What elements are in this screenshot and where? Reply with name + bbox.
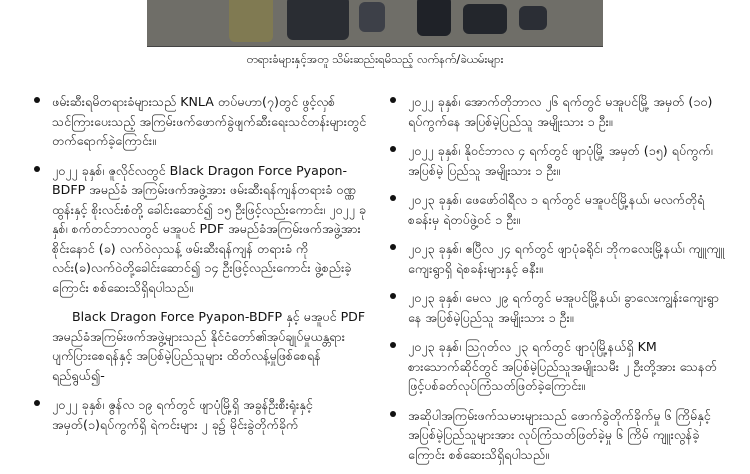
bullet-icon [34,166,40,172]
seized-item [417,0,451,36]
left-column [32,92,372,444]
list-item-text: ဖမ်းဆီးရမိတရားခံများသည် KNLA တပ်မဟာ(၇)တွင် ဖွင့်လှစ်သင်ကြားပေးသည့် အကြမ်းဖက်ဖောက်ခွဲဖျက်ဆီးရေးသင်တန်းများတွင် တက်ရောက်ခဲ့ကြောင်း။ [52,94,367,148]
list-item [388,190,728,229]
bullet-icon [390,195,396,201]
seized-item [463,4,507,34]
bullet-icon [390,244,396,250]
list-item [388,92,728,131]
bullet-icon [34,400,40,406]
seized-item [359,2,385,32]
intro-paragraph: Black Dragon Force Pyapon-BDFP နှင့် မအူပင် PDF အမည်ခံအကြမ်းဖက်အဖွဲ့များသည် နိုင်ငံတော်၏အုပ်ချုပ်မှုယန္တရားပျက်ပြားစေရန်နှင့် အပြစ်မဲ့ပြည်သူများ ထိတ်လန့်မှုဖြစ်စေရန်ရည်ရွယ်၍- [52,309,366,383]
seized-item [229,0,273,42]
list-item-text: ၂၀၂၂ ခုနှစ်၊ ဇူလိုင်လတွင် Black Dragon Force Pyapon-BDFP အမည်ခံ အကြမ်းဖက်အဖွဲ့အား ဖမ်းဆီးရန်ကျန်တရားခံ ဝဏ္ဏထွန်းနှင့် စိုးလင်းစံတို့ ခေါင်းဆောင်၍ ၁၅ ဦးဖြင့်လည်းကောင်း၊ ၂၀၂၂ ခုနှစ်၊ စက်တင်ဘာလတွင် မအူပင် PDF အမည်ခံအကြမ်းဖက်အဖွဲ့အား စိုင်းနောင် (ခ) လက်ဝဲလှသန့် ဖမ်းဆီးရန်ကျန် တရားခံ ကိုလင်း(ခ)လက်ဝဲတို့ခေါင်းဆောင်၍ ၁၄ ဦးဖြင့်လည်းကောင်း ဖွဲ့စည်းခဲ့ကြောင်း စစ်ဆေးသိရှိရပါသည်။ [52,162,366,295]
seized-item [519,6,547,30]
list-item [388,141,728,180]
bullet-icon [390,146,396,152]
list-item [388,406,728,465]
list-item [388,337,728,396]
list-item [388,288,728,327]
bullet-icon [390,411,396,417]
list-item [32,395,372,434]
list-item-text: ၂၀၂၃ ခုနှစ်၊ ဧပြီလ ၂၄ ရက်တွင် ဖျာပုံခရိုင်၊ ဘိုကလေးမြို့နယ်၊ ကျူကျူကျေးရွာရှိ ရဲစခန်းများနှင့် ဓနီး။ [408,241,725,276]
list-item-text: ၂၀၂၃ ခုနှစ်၊ မေလ ၂၉ ရက်တွင် မအူပင်မြို့နယ်၊ ခွာလေးကျွန်းကျေးရွာနေ အပြစ်မဲ့ပြည်သူ အမျိုးသား ၁ ဦး။ [408,290,719,325]
seized-weapons-photo [147,0,603,47]
bullet-icon [390,342,396,348]
list-item-text: ၂၀၂၃ ခုနှစ်၊ ဖေဖော်ဝါရီလ ၁ ရက်တွင် မအူပင်မြို့နယ်၊ မလက်တိုရံစခန်းမှ ရဲတပ်ဖွဲ့ဝင် ၁ ဦး။ [408,192,705,227]
bullet-icon [34,97,40,103]
list-item [32,92,372,151]
bullet-icon [390,97,396,103]
list-item-text: ၂၀၂၃ ခုနှစ်၊ ဩဂုတ်လ ၂၃ ရက်တွင် ဖျာပုံမြို့နယ်ရှိ KM စားသောက်ဆိုင်တွင် အပြစ်မဲ့ပြည်သူအမျိုးသမီး ၂ ဦးတို့အား သေနတ်ဖြင့်ပစ်ခတ်လုပ်ကြံသတ်ဖြတ်ခဲ့ကြောင်း။ [408,339,717,393]
list-item-text: အဆိုပါအကြမ်းဖက်သမားများသည် ဖောက်ခွဲတိုက်ခိုက်မှု ၆ ကြိမ်နှင့် အပြစ်မဲ့ပြည်သူများအား လုပ်ကြံသတ်ဖြတ်ခဲ့မှု ၆ ကြိမ် ကျူးလွန်ခဲ့ကြောင်း စစ်ဆေးသိရှိရပါသည်။ [408,407,711,462]
photo-caption: တရားခံများနှင့်အတူ သိမ်းဆည်းရမိသည့် လက်နက်/ခဲယမ်းများ [246,52,504,66]
right-column [388,92,728,474]
list-item-text: ၂၀၂၂ ခုနှစ်၊ ဇွန်လ ၁၉ ရက်တွင် ဖျာပုံမြို့ရှိ အခွန်ဦးစီးရုံးနှင့် အမှတ်(၁)ရပ်ကွက်ရှိ ရဲကင်းများ ၂ ခု၌ မိုင်းခွဲတိုက်ခိုက် [52,397,313,432]
list-item-text: ၂၀၂၂ ခုနှစ်၊ နိုဝင်ဘာလ ၄ ရက်တွင် ဖျာပုံမြို့ အမှတ် (၁၅) ရပ်ကွက်၊ အပြစ်မဲ့ ပြည်သူ အမျိုးသား ၁ ဦး။ [408,143,713,178]
list-item [32,161,372,298]
list-item-text: ၂၀၂၂ ခုနှစ်၊ အောက်တိုဘာလ ၂၆ ရက်တွင် မအူပင်မြို့ အမှတ် (၁၀) ရပ်ကွက်နေ အပြစ်မဲ့ပြည်သူ အမျိုးသား ၁ ဦး။ [408,94,713,129]
seized-item [287,0,349,40]
bullet-icon [390,293,396,299]
list-item [388,239,728,278]
